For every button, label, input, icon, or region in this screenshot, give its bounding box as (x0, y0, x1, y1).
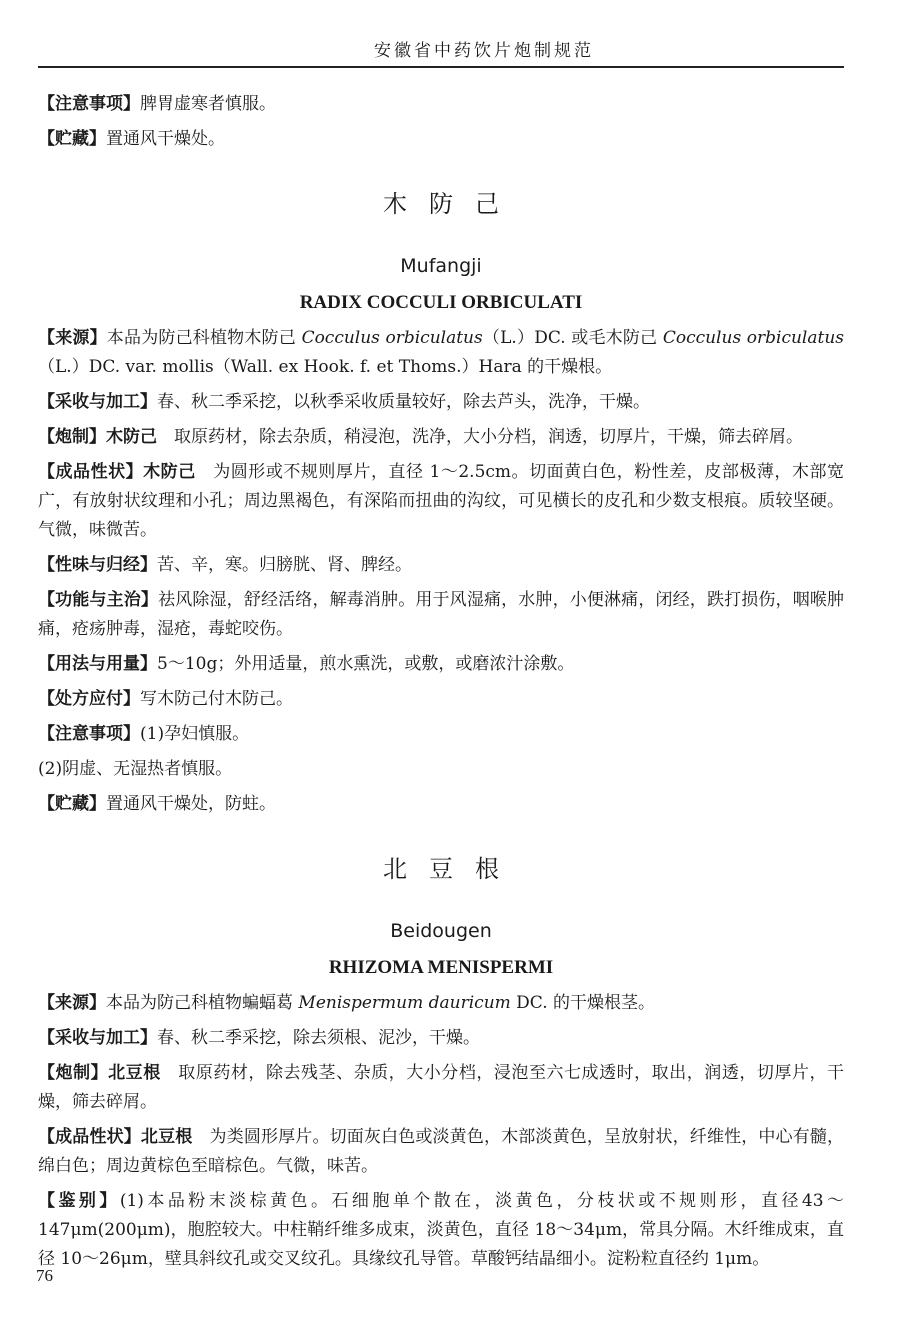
storage-tag: 【贮藏】 (38, 129, 106, 149)
properties-tag: 【成品性状】 (38, 462, 144, 482)
properties-name: 木防己 (143, 462, 196, 482)
page-number: 76 (36, 1266, 53, 1285)
processing-text: 取原药材，除去残茎、杂质，大小分档，浸泡至六七成透时，取出，润透，切厚片，干燥，筛去碎屑。 (38, 1063, 845, 1112)
storage-paragraph (38, 790, 844, 819)
harvest-tag: 【采收与加工】 (38, 1028, 157, 1048)
source-paragraph (38, 989, 844, 1018)
harvest-paragraph (38, 388, 844, 417)
identification-paragraph (38, 1187, 844, 1274)
species-name: Menispermum dauricum (298, 993, 511, 1013)
processing-paragraph (38, 423, 844, 452)
caution-text: (1)孕妇慎服。 (140, 724, 250, 744)
source-text: （L.）DC. 或毛木防己 (482, 328, 663, 348)
source-text: 本品为防己科植物木防己 (106, 328, 302, 348)
prescription-text: 写木防己付木防己。 (140, 689, 293, 709)
identification-text: (1)本品粉末淡棕黄色。石细胞单个散在，淡黄色，分枝状或不规则形，直径43～147μm(200μm)，胞腔较大。中柱鞘纤维多成束，淡黄色，直径 18～34μm，常具分隔。木纤维成束，直径 10～26μm，壁具斜纹孔或交叉纹孔。具缘纹孔导管。草酸钙结晶细小。淀粉粒直径约 1μm。 (38, 1191, 845, 1269)
nature-text: 苦、辛，寒。归膀胱、肾、脾经。 (157, 555, 412, 575)
properties-tag: 【成品性状】 (38, 1127, 141, 1147)
storage-text: 置通风干燥处。 (106, 129, 225, 149)
entry-title-pinyin: Beidougen (390, 920, 492, 942)
caution-tag: 【注意事项】 (38, 724, 140, 744)
harvest-text: 春、秋二季采挖，以秋季采收质量较好，除去芦头，洗净，干燥。 (157, 392, 650, 412)
storage-tag: 【贮藏】 (38, 794, 106, 814)
species-name: Cocculus orbiculatus (662, 328, 844, 348)
usage-paragraph (38, 650, 844, 679)
properties-paragraph (38, 458, 844, 545)
page-content (38, 90, 844, 1280)
usage-text: 5～10g；外用适量，煎水熏洗，或敷，或磨浓汁涂敷。 (157, 654, 575, 674)
source-paragraph (38, 324, 844, 382)
nature-tag: 【性味与归经】 (38, 555, 157, 575)
storage-paragraph (38, 125, 844, 154)
source-text: （L.）DC. var. mollis（Wall. ex Hook. f. et Thoms.）Hara 的干燥根。 (38, 357, 613, 377)
entry-title-pinyin: Mufangji (400, 255, 482, 277)
entry-title-cn: 北豆根 (383, 855, 521, 883)
source-text: 本品为防己科植物蝙蝠葛 (106, 993, 299, 1013)
caution-text: 脾胃虚寒者慎服。 (140, 94, 276, 114)
source-text: DC. 的干燥根茎。 (510, 993, 656, 1013)
caution-paragraph (38, 90, 844, 119)
processing-text: 取原药材，除去杂质，稍浸泡，洗净，大小分档，润透，切厚片，干燥，筛去碎屑。 (157, 427, 803, 447)
usage-tag: 【用法与用量】 (38, 654, 157, 674)
nature-paragraph (38, 551, 844, 580)
prescription-tag: 【处方应付】 (38, 689, 140, 709)
processing-name: 木防己 (106, 427, 157, 447)
identification-tag: 【鉴别】 (38, 1191, 120, 1211)
harvest-tag: 【采收与加工】 (38, 392, 157, 412)
function-tag: 【功能与主治】 (38, 590, 159, 610)
header-rule (38, 66, 844, 68)
harvest-text: 春、秋二季采挖，除去须根、泥沙，干燥。 (157, 1028, 480, 1048)
running-header (38, 28, 844, 68)
source-tag: 【来源】 (38, 993, 106, 1013)
header-title: 安徽省中药饮片炮制规范 (374, 41, 594, 61)
entry-title-cn: 木防己 (383, 190, 521, 218)
processing-tag: 【炮制】 (38, 1063, 109, 1083)
function-text: 祛风除湿，舒经活络，解毒消肿。用于风湿痛，水肿，小便淋痛，闭经，跌打损伤，咽喉肿痛，疮疡肿毒，湿疮，毒蛇咬伤。 (38, 590, 845, 639)
function-paragraph (38, 586, 844, 644)
entry-title-latin: RADIX COCCULI ORBICULATI (299, 292, 583, 313)
caution-paragraph (38, 720, 844, 749)
harvest-paragraph (38, 1024, 844, 1053)
species-name: Cocculus orbiculatus (301, 328, 483, 348)
processing-name: 北豆根 (108, 1063, 161, 1083)
entry-title-latin: RHIZOMA MENISPERMI (328, 957, 554, 978)
properties-text: 为类圆形厚片。切面灰白色或淡黄色，木部淡黄色，呈放射状，纤维性，中心有髓，绵白色；周边黄棕色至暗棕色。气微，味苦。 (38, 1127, 845, 1176)
processing-paragraph (38, 1059, 844, 1117)
prescription-paragraph (38, 685, 844, 714)
processing-tag: 【炮制】 (38, 427, 106, 447)
properties-paragraph (38, 1123, 844, 1181)
caution-tag: 【注意事项】 (38, 94, 140, 114)
caution-paragraph-2 (38, 755, 844, 784)
source-tag: 【来源】 (38, 328, 107, 348)
properties-name: 北豆根 (140, 1127, 193, 1147)
properties-text: 为圆形或不规则厚片，直径 1～2.5cm。切面黄白色，粉性差，皮部极薄，木部宽广，有放射状纹理和小孔；周边黑褐色，有深陷而扭曲的沟纹，可见横长的皮孔和少数支根痕。质较坚硬。气微，味微苦。 (38, 462, 844, 540)
storage-text: 置通风干燥处，防蛀。 (106, 794, 276, 814)
caution-text-2: (2)阴虚、无湿热者慎服。 (38, 759, 233, 779)
